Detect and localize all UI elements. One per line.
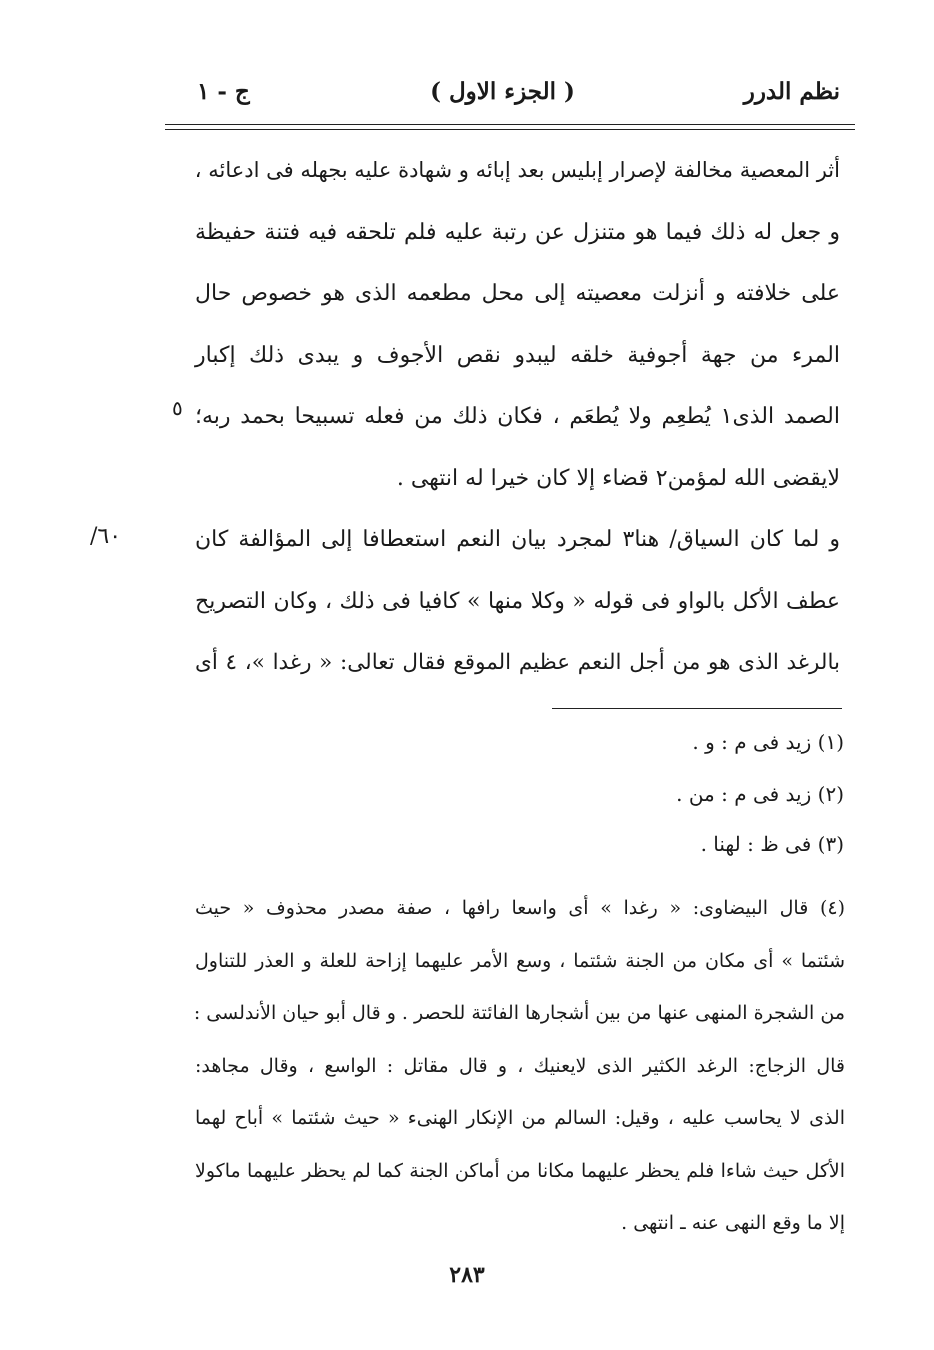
header-rule-top — [165, 124, 855, 125]
line-number-marker: ٥ — [172, 396, 183, 420]
main-text — [195, 140, 840, 694]
page-number: ٢٨٣ — [449, 1262, 485, 1288]
footnote-4 — [195, 882, 845, 1250]
footnote-2: (٢) زيد فى م : من . — [676, 782, 844, 806]
footnote-line: إلا ما وقع النهى عنه ـ انتهى . — [621, 1212, 845, 1234]
text-line: بالرغد الذى هو من أجل النعم عظيم الموقع فقال تعالى: « رغدا »، ٤ أى — [195, 650, 841, 675]
footnote-1: (١) زيد فى م : و . — [692, 730, 844, 754]
text-line: و لما كان السياق/ هنا٣ لمجرد بيان النعم استعطافا إلى المؤالفة كان — [195, 527, 841, 552]
header-rule-bottom — [165, 129, 855, 130]
text-line: الصمد الذى١ يُطعِم ولا يُطعَم ، فكان ذلك من فعله تسبيحا بحمد ربه؛ — [195, 404, 840, 429]
header-book-title: نظم الدرر — [743, 78, 840, 105]
text-line: المرء من جهة أجوفية خلقه ليبدو نقص الأجوف و يبدى ذلك إكبار — [195, 342, 840, 368]
footnote-line: قال الزجاج: الرغد الكثير الذى لايعنيك ، و قال مقاتل : الواسع ، وقال مجاهد: — [195, 1054, 845, 1077]
footnote-line: من الشجرة المنهى عنها من بين أشجارها الفائتة للحصر . و قال أبو حيان الأندلسى : — [193, 1002, 845, 1024]
text-line: أثر المعصية مخالفة لإصرار إبليس بعد إبائه و شهادة عليه بجهله فى ادعائه ، — [194, 158, 840, 182]
header-part-title: ( الجزء الاول ) — [430, 78, 575, 105]
footnote-line: الذى لا يحاسب عليه ، وقيل: السالم من الإنكار الهنىء « حيث شئتما » أباح لهما — [195, 1107, 845, 1129]
text-line: لايقضى الله لمؤمن٢ قضاء إلا كان خيرا له انتهى . — [396, 465, 840, 491]
footnote-3: (٣) فى ظ : لهنا . — [700, 832, 844, 856]
text-line: على خلافته و أنزلت معصيته إلى محل مطعمه الذى هو خصوص حال — [195, 281, 840, 306]
footnote-separator — [552, 708, 842, 709]
text-line: عطف الأكل بالواو فى قوله « وكلا منها » كافيا فى ذلك ، وكان التصريح — [195, 588, 840, 614]
footnote-line: (٤) قال البيضاوى: « رغدا » أى واسعا رافها ، صفة مصدر محذوف « حيث — [195, 897, 845, 919]
manuscript-folio-marker: ٦٠/ — [90, 524, 122, 549]
text-line: و جعل له ذلك فيما هو متنزل عن رتبة عليه فلم تلحقه فيه فتنة حفيظة — [195, 219, 840, 245]
running-header — [165, 78, 840, 118]
footnote-line: شئتما » أى مكان من الجنة شئتما ، وسع الأمر عليهما إزاحة للعلة و العذر للتناول — [195, 949, 845, 972]
footnote-line: الأكل حيث شاءا فلم يحظر عليهما مكانا من أماكن الجنة كما لم يحظر عليهما ماكولا — [195, 1159, 845, 1182]
header-volume: ج - ١ — [197, 78, 250, 105]
